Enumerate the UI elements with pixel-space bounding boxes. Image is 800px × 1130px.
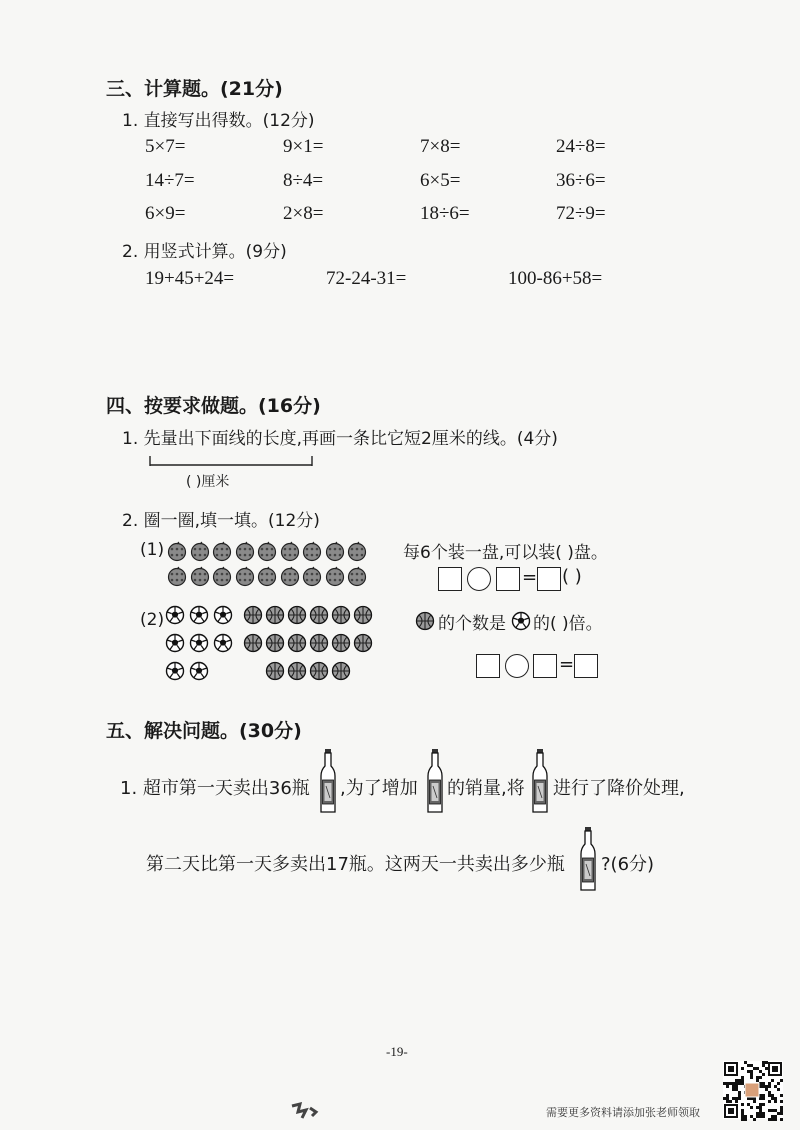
part2-label: (2) <box>140 610 165 630</box>
orange-icon <box>302 541 322 561</box>
basketball-icon <box>331 661 351 681</box>
footer-note: 需要更多资料请添加张老师领取 <box>546 1106 700 1119</box>
q1-text-part3: 的销量,将 <box>447 778 525 799</box>
basketball-icon <box>331 605 351 625</box>
soccer-ball-icon <box>165 633 185 653</box>
q1-text-line2: 第二天比第一天多卖出17瓶。这两天一共卖出多少瓶 <box>146 854 565 875</box>
q1-text-line2-end: ?(6分) <box>601 854 655 875</box>
basketball-icon <box>309 605 329 625</box>
q1-text-part2: ,为了增加 <box>340 778 418 799</box>
soccer-ball-icon <box>189 661 209 681</box>
answer-box[interactable] <box>574 654 598 678</box>
section4-q2-title: 2. 圈一圈,填一填。(12分) <box>122 511 320 531</box>
basketball-icon <box>287 633 307 653</box>
vertical-problem: 19+45+24= <box>145 268 235 289</box>
operator-circle[interactable] <box>505 654 529 678</box>
orange-icon <box>235 566 255 586</box>
operator-circle[interactable] <box>467 567 491 591</box>
unit-blank[interactable]: ( ) <box>562 566 582 587</box>
part2-question-a: 的个数是 <box>438 614 506 634</box>
orange-icon <box>212 566 232 586</box>
oral-cell: 2×8= <box>283 203 324 224</box>
basketball-icon <box>243 605 263 625</box>
fruit-group <box>167 541 377 591</box>
length-answer-blank[interactable]: ( )厘米 <box>186 474 230 490</box>
orange-icon <box>190 566 210 586</box>
basketball-icon <box>265 661 285 681</box>
orange-icon <box>280 566 300 586</box>
orange-icon <box>212 541 232 561</box>
orange-icon <box>167 541 187 561</box>
orange-icon <box>235 541 255 561</box>
oral-cell: 24÷8= <box>556 136 606 157</box>
section4-title: 四、按要求做题。(16分) <box>106 395 321 417</box>
basketball-group <box>243 605 383 689</box>
orange-icon <box>325 566 345 586</box>
answer-box[interactable] <box>438 567 462 591</box>
oral-cell: 36÷6= <box>556 170 606 191</box>
orange-icon <box>347 566 367 586</box>
soccer-ball-icon <box>165 605 185 625</box>
orange-icon <box>190 541 210 561</box>
basketball-icon <box>265 605 285 625</box>
vertical-problem: 72-24-31= <box>326 268 407 289</box>
orange-icon <box>280 541 300 561</box>
section3-title: 三、计算题。(21分) <box>106 78 283 100</box>
basketball-icon <box>309 661 329 681</box>
measure-line <box>148 454 318 468</box>
orange-icon <box>302 566 322 586</box>
section3-q1-title: 1. 直接写出得数。(12分) <box>122 111 315 131</box>
oral-cell: 7×8= <box>420 136 461 157</box>
orange-icon <box>257 566 277 586</box>
section4-q1-title: 1. 先量出下面线的长度,再画一条比它短2厘米的线。(4分) <box>122 429 558 449</box>
part1-question: 每6个装一盘,可以装( )盘。 <box>403 543 608 563</box>
q1-text-part1: 1. 超市第一天卖出36瓶 <box>120 778 310 799</box>
bottle-icon <box>318 748 338 818</box>
bottle-icon <box>530 748 550 818</box>
orange-icon <box>167 566 187 586</box>
oral-cell: 6×5= <box>420 170 461 191</box>
soccer-ball-icon <box>213 633 233 653</box>
vertical-problem: 100-86+58= <box>508 268 603 289</box>
soccer-ball-icon <box>165 661 185 681</box>
page-number: -19- <box>386 1044 408 1059</box>
qr-code-icon[interactable] <box>723 1061 783 1119</box>
part2-question-b: 的( )倍。 <box>533 614 603 634</box>
basketball-icon <box>415 611 435 631</box>
q1-text-part4: 进行了降价处理, <box>553 778 685 799</box>
equals-sign: = <box>559 654 575 675</box>
basketball-icon <box>353 605 373 625</box>
orange-icon <box>325 541 345 561</box>
oral-cell: 8÷4= <box>283 170 324 191</box>
scan-smudge-icon <box>288 1100 328 1122</box>
oral-cell: 9×1= <box>283 136 324 157</box>
answer-box[interactable] <box>496 567 520 591</box>
oral-cell: 14÷7= <box>145 170 195 191</box>
answer-box[interactable] <box>476 654 500 678</box>
orange-icon <box>257 541 277 561</box>
bottle-icon <box>578 826 598 896</box>
basketball-icon <box>287 605 307 625</box>
basketball-icon <box>331 633 351 653</box>
soccer-ball-icon <box>189 633 209 653</box>
section3-q2-title: 2. 用竖式计算。(9分) <box>122 242 287 262</box>
soccer-ball-icon <box>189 605 209 625</box>
basketball-icon <box>243 633 263 653</box>
orange-icon <box>347 541 367 561</box>
oral-cell: 72÷9= <box>556 203 606 224</box>
answer-box[interactable] <box>533 654 557 678</box>
basketball-icon <box>287 661 307 681</box>
equals-sign: = <box>522 567 538 588</box>
bottle-icon <box>425 748 445 818</box>
basketball-icon <box>265 633 285 653</box>
oral-cell: 6×9= <box>145 203 186 224</box>
part1-label: (1) <box>140 540 165 560</box>
soccer-group <box>165 605 237 689</box>
section5-title: 五、解决问题。(30分) <box>106 720 302 742</box>
oral-cell: 18÷6= <box>420 203 470 224</box>
oral-cell: 5×7= <box>145 136 186 157</box>
answer-box[interactable] <box>537 567 561 591</box>
soccer-ball-icon <box>213 605 233 625</box>
soccer-ball-icon <box>511 611 531 631</box>
basketball-icon <box>309 633 329 653</box>
basketball-icon <box>353 633 373 653</box>
